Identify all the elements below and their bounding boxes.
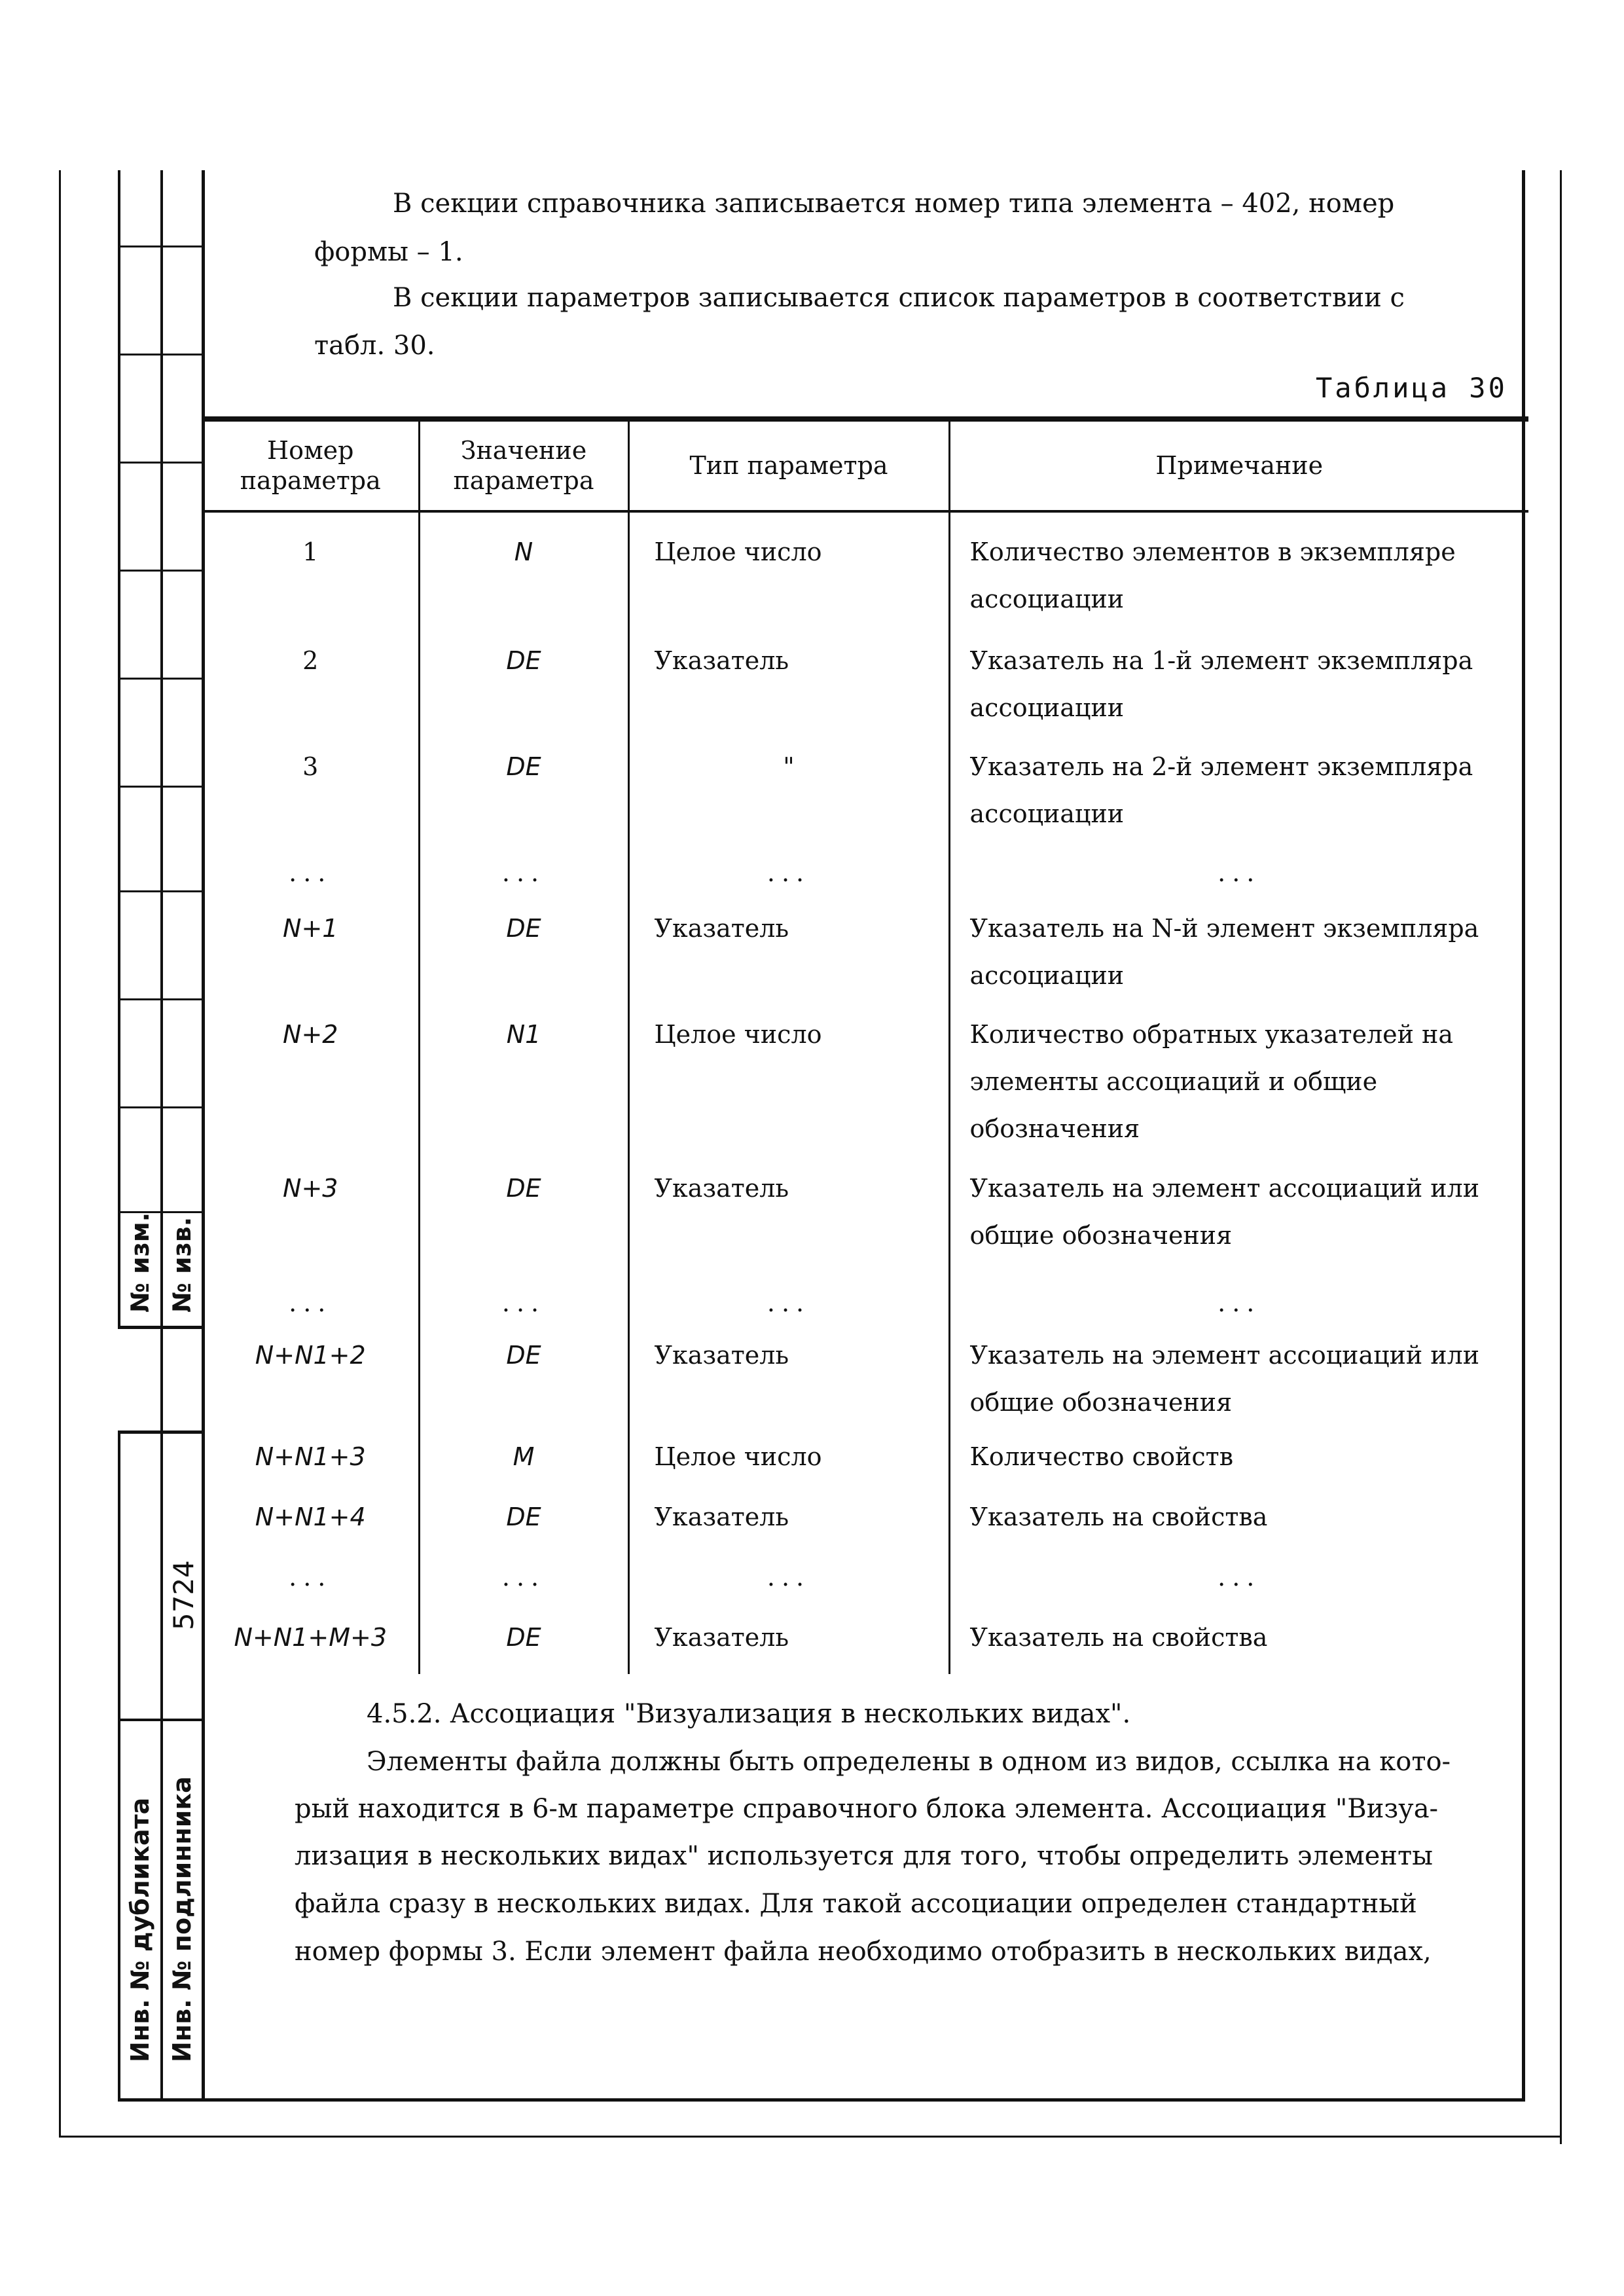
param-note: ...	[949, 1279, 1528, 1332]
table-row	[203, 1011, 1528, 1165]
frame-left-outer	[59, 170, 61, 2137]
param-value: DE	[419, 1493, 628, 1554]
intro-line-1: В секции справочника записывается номер типа элемента – 402, номер	[393, 189, 1395, 219]
param-note: Количество обратных указателей на элементы ассоциаций и общие обозначения	[949, 1011, 1528, 1165]
stamp-line-1	[118, 170, 120, 1329]
param-value: M	[419, 1433, 628, 1493]
table-row	[203, 1279, 1528, 1332]
table-row	[203, 905, 1528, 1011]
table-row	[203, 511, 1528, 637]
param-number: N+2	[283, 1020, 338, 1049]
stamp-hline	[118, 678, 205, 680]
param-note: ...	[949, 1554, 1528, 1614]
stamp-hline	[118, 246, 205, 247]
param-note: Указатель на 2-й элемент экземпляра ассоциации	[949, 743, 1528, 849]
param-type: Указатель	[628, 1165, 949, 1279]
section-body-line: рый находится в 6-м параметре справочного блока элемента. Ассоциация "Визуа-	[295, 1794, 1439, 1824]
stamp-hline	[118, 1719, 205, 1721]
stamp-izv-label: № изв.	[168, 1216, 196, 1313]
param-type: Целое число	[628, 1433, 949, 1493]
param-number: ...	[289, 1288, 333, 1317]
stamp-hline	[118, 998, 205, 1000]
param-type: Указатель	[628, 637, 949, 743]
table-row	[203, 1554, 1528, 1614]
param-type: Указатель	[628, 905, 949, 1011]
section-body-line: лизация в нескольких видах" используется для того, чтобы определить элементы	[295, 1841, 1433, 1871]
param-type: Указатель	[628, 1493, 949, 1554]
stamp-dubl-label: Инв. № дубликата	[126, 1797, 154, 2062]
stamp-hline	[118, 462, 205, 464]
param-type: Указатель	[628, 1614, 949, 1674]
param-number: N+N1+4	[255, 1503, 366, 1531]
param-value: ...	[419, 1279, 628, 1332]
param-value: ...	[419, 1554, 628, 1614]
param-type: "	[628, 743, 949, 849]
param-number: N+3	[283, 1174, 338, 1203]
stamp-izm-label: № изм.	[126, 1212, 154, 1313]
table-row	[203, 637, 1528, 743]
intro-line-2: формы – 1.	[314, 237, 463, 267]
header-value: Значение параметра	[419, 420, 628, 511]
parameters-table	[203, 419, 1528, 1674]
stamp-hline	[118, 786, 205, 788]
param-type: ...	[628, 1279, 949, 1332]
param-type: Целое число	[628, 511, 949, 637]
section-heading: 4.5.2. Ассоциация "Визуализация в нескольких видах".	[367, 1699, 1131, 1729]
frame-bottom-border	[118, 2098, 1525, 2102]
section-body-line: Элементы файла должны быть определены в одном из видов, ссылка на кото-	[367, 1747, 1451, 1777]
param-type: ...	[628, 849, 949, 905]
param-note: ...	[949, 849, 1528, 905]
param-value: DE	[419, 1332, 628, 1433]
param-number: N+N1+2	[255, 1341, 366, 1370]
stamp-hline	[118, 1106, 205, 1108]
table-row	[203, 1433, 1528, 1493]
table-row	[203, 849, 1528, 905]
param-value: DE	[419, 1165, 628, 1279]
stamp-hline	[118, 1326, 205, 1329]
stamp-hline	[118, 354, 205, 355]
header-number: Номер параметра	[203, 420, 419, 511]
param-type: Целое число	[628, 1011, 949, 1165]
table-header-row	[203, 420, 1528, 511]
param-note: Указатель на свойства	[949, 1493, 1528, 1554]
table-row	[203, 743, 1528, 849]
param-value: DE	[419, 637, 628, 743]
param-value: DE	[419, 1614, 628, 1674]
param-note: Указатель на элемент ассоциаций или общие обозначения	[949, 1165, 1528, 1279]
header-note: Примечание	[949, 420, 1528, 511]
stamp-number: 5724	[168, 1560, 200, 1630]
table-row	[203, 1165, 1528, 1279]
param-note: Указатель на свойства	[949, 1614, 1528, 1674]
frame-bottom-outer	[59, 2136, 1562, 2138]
stamp-line-2	[160, 170, 163, 2102]
table-row	[203, 1332, 1528, 1433]
param-number: 1	[302, 538, 319, 566]
stamp-line-4	[118, 1430, 120, 2102]
param-type: Указатель	[628, 1332, 949, 1433]
param-note: Указатель на N-й элемент экземпляра ассоциации	[949, 905, 1528, 1011]
param-number: N+N1+M+3	[234, 1623, 387, 1652]
param-type: ...	[628, 1554, 949, 1614]
param-value: ...	[419, 849, 628, 905]
table-caption: Таблица 30	[1316, 372, 1507, 404]
param-value: N	[419, 511, 628, 637]
stamp-hline	[118, 1430, 205, 1434]
param-number: N+N1+3	[255, 1442, 366, 1471]
stamp-hline	[118, 570, 205, 572]
param-number: 2	[302, 646, 319, 675]
frame-right-outer	[1560, 170, 1562, 2144]
intro-line-4: табл. 30.	[314, 331, 435, 361]
param-note: Количество элементов в экземпляре ассоциации	[949, 511, 1528, 637]
param-number: 3	[302, 752, 319, 781]
section-body-line: файла сразу в нескольких видах. Для такой ассоциации определен стандартный	[295, 1889, 1417, 1919]
intro-line-3: В секции параметров записывается список параметров в соответствии с	[393, 283, 1405, 313]
table-row	[203, 1493, 1528, 1554]
header-type: Тип параметра	[628, 420, 949, 511]
param-number: ...	[289, 858, 333, 887]
param-note: Указатель на элемент ассоциаций или общие обозначения	[949, 1332, 1528, 1433]
param-value: DE	[419, 743, 628, 849]
stamp-podl-label: Инв. № подлинника	[168, 1776, 196, 2062]
param-number: N+1	[283, 914, 338, 943]
param-value: DE	[419, 905, 628, 1011]
param-number: ...	[289, 1563, 333, 1592]
table-row	[203, 1614, 1528, 1674]
param-note: Указатель на 1-й элемент экземпляра ассоциации	[949, 637, 1528, 743]
param-note: Количество свойств	[949, 1433, 1528, 1493]
section-body-line: номер формы 3. Если элемент файла необходимо отобразить в нескольких видах,	[295, 1937, 1432, 1967]
param-value: N1	[419, 1011, 628, 1165]
stamp-hline	[118, 890, 205, 892]
